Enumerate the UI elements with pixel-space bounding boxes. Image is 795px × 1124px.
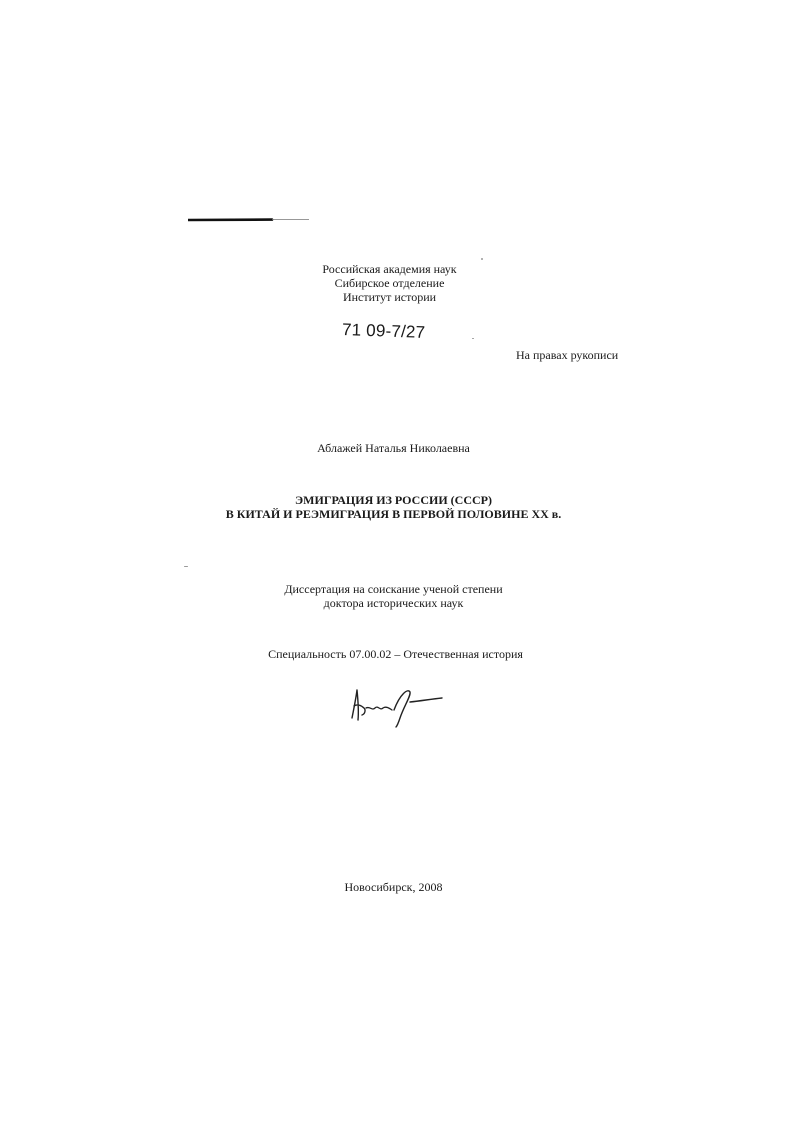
dissertation-title (0, 493, 791, 521)
author-name: Аблажей Наталья Николаевна (317, 441, 470, 455)
rights-note: На правах рукописи (516, 348, 619, 362)
scan-speck (472, 338, 474, 339)
degree-line-2: доктора исторических наук (323, 596, 464, 610)
specialty: Специальность 07.00.02 – Отечественная история (268, 647, 523, 661)
title-line-2: В КИТАЙ И РЕЭМИГРАЦИЯ В ПЕРВОЙ ПОЛОВИНЕ XX в. (225, 507, 562, 521)
institution-block (0, 262, 787, 304)
catalog-number: 71 09-7/27 (341, 320, 426, 342)
branch-name: Сибирское отделение (334, 276, 445, 290)
academy-name: Российская академия наук (322, 262, 457, 276)
degree-line-1: Диссертация на соискание ученой степени (284, 582, 503, 596)
title-line-1: ЭМИГРАЦИЯ ИЗ РОССИИ (СССР) (295, 493, 492, 507)
city-year: Новосибирск, 2008 (344, 880, 443, 894)
scan-speck (481, 258, 483, 260)
degree-statement (0, 582, 791, 610)
institute-name: Институт истории (342, 290, 437, 304)
scan-artifact-line (188, 218, 310, 222)
handwritten-signature (348, 684, 444, 728)
scan-speck (184, 566, 188, 567)
